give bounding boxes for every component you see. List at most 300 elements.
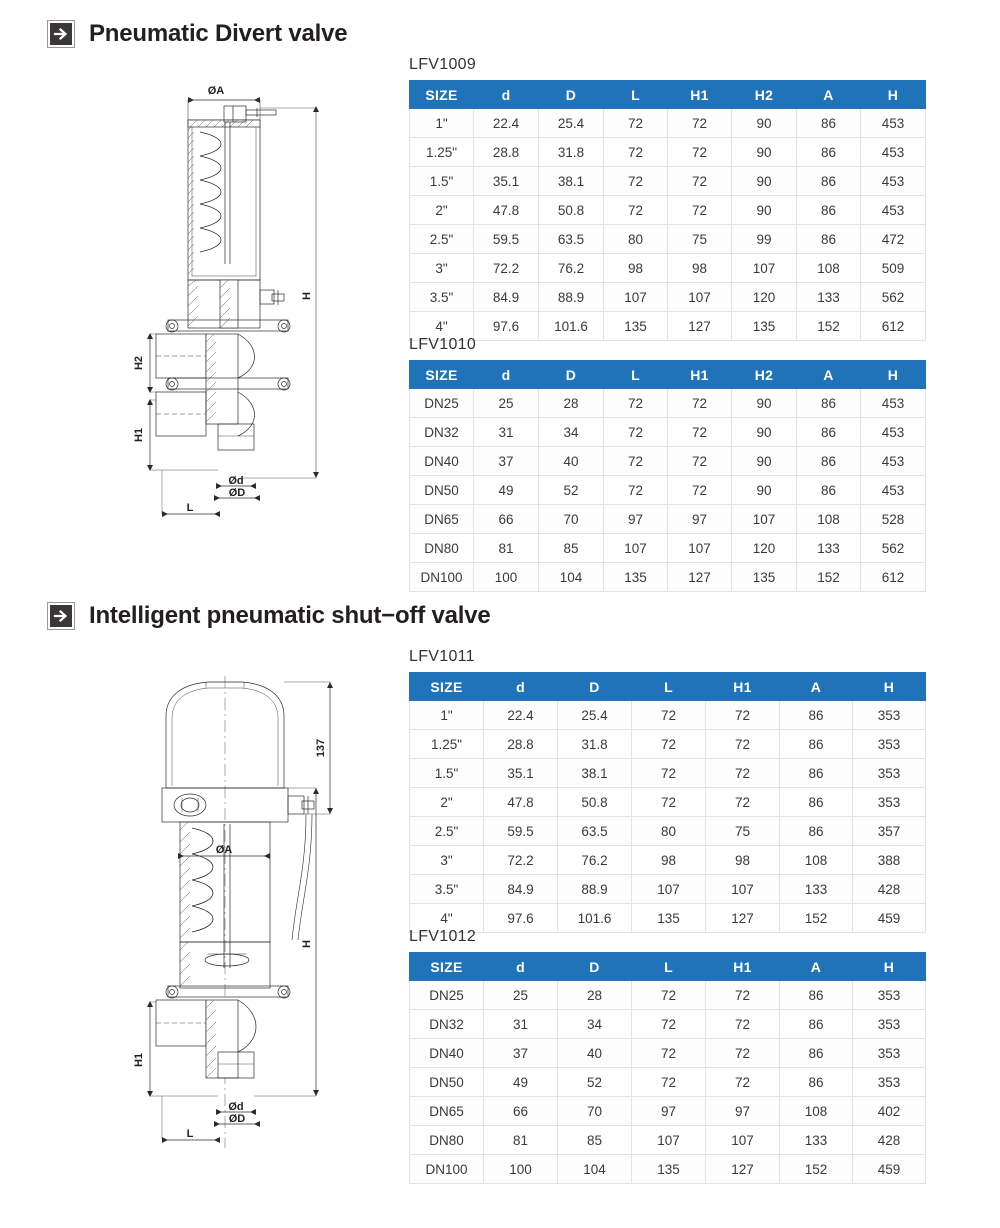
table-row [410, 981, 926, 1010]
cell-A: 152 [797, 563, 861, 592]
cell-H: 509 [861, 254, 926, 283]
cell-d: 59.5 [484, 817, 558, 846]
cell-D: 34 [558, 1010, 632, 1039]
column-header: H [853, 673, 926, 701]
cell-H1: 127 [706, 1155, 780, 1184]
table-row [410, 759, 926, 788]
table-row [410, 1126, 926, 1155]
cell-L: 107 [604, 283, 668, 312]
cell-size: 1.25" [410, 730, 484, 759]
cell-size: 4" [410, 904, 484, 933]
cell-D: 63.5 [558, 817, 632, 846]
column-header: A [780, 953, 853, 981]
column-header: H [861, 361, 926, 389]
cell-D: 34 [539, 418, 604, 447]
cell-H: 353 [853, 1010, 926, 1039]
cell-D: 25.4 [539, 109, 604, 138]
cell-L: 72 [604, 447, 668, 476]
arrow-right-icon [47, 20, 75, 48]
cell-H2: 90 [732, 389, 797, 418]
cell-A: 86 [797, 418, 861, 447]
column-header: d [484, 953, 558, 981]
dim-label-H: H [301, 940, 313, 948]
column-header: H [853, 953, 926, 981]
column-header: H [861, 81, 926, 109]
cell-A: 86 [780, 1068, 853, 1097]
table-header-row [410, 673, 926, 701]
cell-L: 72 [632, 1068, 706, 1097]
cell-H2: 90 [732, 167, 797, 196]
table-row [410, 109, 926, 138]
dim-label-phid: Ød [228, 1101, 244, 1113]
cell-H: 353 [853, 1068, 926, 1097]
cell-H: 472 [861, 225, 926, 254]
cell-L: 98 [632, 846, 706, 875]
cell-D: 104 [539, 563, 604, 592]
cell-H1: 72 [668, 196, 732, 225]
cell-H: 562 [861, 283, 926, 312]
cell-H: 353 [853, 701, 926, 730]
cell-H: 562 [861, 534, 926, 563]
cell-D: 76.2 [558, 846, 632, 875]
cell-L: 72 [604, 418, 668, 447]
cell-L: 98 [604, 254, 668, 283]
cell-D: 70 [558, 1097, 632, 1126]
cell-H1: 98 [706, 846, 780, 875]
cell-D: 50.8 [558, 788, 632, 817]
cell-H: 357 [853, 817, 926, 846]
cell-L: 72 [632, 1039, 706, 1068]
cell-H: 459 [853, 904, 926, 933]
cell-H: 353 [853, 788, 926, 817]
column-header: D [539, 81, 604, 109]
cell-D: 63.5 [539, 225, 604, 254]
cell-size: 2.5" [410, 225, 474, 254]
cell-d: 72.2 [484, 846, 558, 875]
cell-H: 453 [861, 389, 926, 418]
cell-D: 101.6 [558, 904, 632, 933]
cell-L: 72 [632, 730, 706, 759]
cell-H: 353 [853, 759, 926, 788]
cell-d: 25 [484, 981, 558, 1010]
dim-label-H: H [301, 292, 313, 300]
column-header: H1 [668, 361, 732, 389]
cell-d: 84.9 [484, 875, 558, 904]
cell-A: 152 [780, 904, 853, 933]
cell-H1: 107 [706, 875, 780, 904]
cell-H: 388 [853, 846, 926, 875]
cell-L: 72 [604, 109, 668, 138]
cell-A: 86 [797, 167, 861, 196]
column-header: L [604, 81, 668, 109]
cell-size: DN100 [410, 1155, 484, 1184]
cell-size: 1.5" [410, 759, 484, 788]
page-title-divert: Pneumatic Divert valve [89, 20, 348, 47]
cell-A: 86 [780, 817, 853, 846]
cell-D: 28 [539, 389, 604, 418]
cell-H1: 72 [668, 476, 732, 505]
section-heading-shutoff [47, 602, 491, 630]
cell-H1: 75 [706, 817, 780, 846]
section-heading-divert [47, 20, 347, 48]
cell-D: 31.8 [539, 138, 604, 167]
model-label-lfv1011: LFV1011 [409, 648, 475, 665]
cell-d: 25 [474, 389, 539, 418]
cell-D: 88.9 [558, 875, 632, 904]
dim-label-phiA: ØA [207, 85, 225, 97]
spec-table-lfv1010 [409, 360, 926, 592]
cell-H1: 97 [706, 1097, 780, 1126]
cell-A: 86 [780, 981, 853, 1010]
cell-d: 37 [474, 447, 539, 476]
cell-L: 135 [632, 1155, 706, 1184]
cell-size: DN80 [410, 1126, 484, 1155]
cell-H1: 72 [706, 730, 780, 759]
column-header: A [797, 81, 861, 109]
cell-L: 72 [632, 981, 706, 1010]
cell-size: 3.5" [410, 283, 474, 312]
cell-size: 1" [410, 109, 474, 138]
pneumatic-divert-valve-drawing [120, 78, 350, 548]
cell-size: DN32 [410, 418, 474, 447]
cell-d: 84.9 [474, 283, 539, 312]
cell-H: 453 [861, 138, 926, 167]
cell-L: 135 [604, 312, 668, 341]
table-header-row [410, 953, 926, 981]
cell-d: 47.8 [484, 788, 558, 817]
cell-d: 35.1 [474, 167, 539, 196]
column-header: SIZE [410, 673, 484, 701]
column-header: D [558, 953, 632, 981]
cell-L: 72 [632, 759, 706, 788]
cell-d: 49 [474, 476, 539, 505]
table-row [410, 196, 926, 225]
table-row [410, 254, 926, 283]
cell-H2: 107 [732, 254, 797, 283]
cell-H1: 127 [668, 563, 732, 592]
cell-size: DN25 [410, 389, 474, 418]
cell-H: 612 [861, 312, 926, 341]
cell-H1: 72 [706, 1068, 780, 1097]
cell-H: 428 [853, 875, 926, 904]
model-label-lfv1009: LFV1009 [409, 56, 477, 73]
column-header: SIZE [410, 81, 474, 109]
cell-d: 35.1 [484, 759, 558, 788]
dim-label-H2: H2 [133, 355, 145, 371]
cell-H1: 72 [706, 788, 780, 817]
column-header: SIZE [410, 953, 484, 981]
cell-D: 50.8 [539, 196, 604, 225]
cell-H: 453 [861, 476, 926, 505]
cell-H1: 72 [706, 981, 780, 1010]
cell-H1: 72 [668, 418, 732, 447]
cell-size: DN65 [410, 505, 474, 534]
spec-table-lfv1012 [409, 952, 926, 1184]
table-row [410, 817, 926, 846]
cell-L: 72 [604, 389, 668, 418]
cell-H2: 90 [732, 196, 797, 225]
cell-A: 152 [797, 312, 861, 341]
cell-A: 86 [780, 1039, 853, 1068]
table-row [410, 418, 926, 447]
cell-H1: 127 [668, 312, 732, 341]
table-row [410, 389, 926, 418]
table-row [410, 730, 926, 759]
cell-L: 72 [604, 138, 668, 167]
cell-A: 152 [780, 1155, 853, 1184]
cell-L: 107 [632, 875, 706, 904]
table-row [410, 1155, 926, 1184]
cell-D: 85 [539, 534, 604, 563]
column-header: H1 [706, 953, 780, 981]
cell-H2: 90 [732, 418, 797, 447]
cell-H2: 120 [732, 534, 797, 563]
page-title-shutoff: Intelligent pneumatic shut−off valve [89, 602, 491, 629]
cell-d: 100 [474, 563, 539, 592]
cell-size: 2.5" [410, 817, 484, 846]
spec-table-lfv1011 [409, 672, 926, 933]
cell-L: 72 [604, 196, 668, 225]
dim-label-phiD: ØD [228, 1113, 246, 1125]
dim-label-137: 137 [315, 738, 327, 758]
column-header: SIZE [410, 361, 474, 389]
cell-H: 612 [861, 563, 926, 592]
table-row [410, 563, 926, 592]
cell-H: 353 [853, 730, 926, 759]
cell-A: 86 [797, 389, 861, 418]
cell-H1: 98 [668, 254, 732, 283]
dim-label-phid: Ød [228, 475, 244, 487]
cell-A: 86 [797, 447, 861, 476]
column-header: L [632, 953, 706, 981]
column-header: d [474, 361, 539, 389]
cell-size: DN25 [410, 981, 484, 1010]
table-row [410, 138, 926, 167]
cell-d: 100 [484, 1155, 558, 1184]
cell-size: 4" [410, 312, 474, 341]
cell-d: 59.5 [474, 225, 539, 254]
cell-L: 135 [632, 904, 706, 933]
cell-L: 135 [604, 563, 668, 592]
cell-H2: 99 [732, 225, 797, 254]
cell-A: 86 [780, 701, 853, 730]
column-header: A [780, 673, 853, 701]
cell-A: 108 [797, 254, 861, 283]
cell-L: 72 [604, 167, 668, 196]
cell-A: 133 [780, 1126, 853, 1155]
cell-D: 31.8 [558, 730, 632, 759]
cell-A: 108 [797, 505, 861, 534]
cell-H1: 127 [706, 904, 780, 933]
table-row [410, 505, 926, 534]
cell-d: 31 [484, 1010, 558, 1039]
cell-d: 81 [474, 534, 539, 563]
cell-H: 453 [861, 418, 926, 447]
cell-size: 1" [410, 701, 484, 730]
table-header-row [410, 81, 926, 109]
cell-A: 108 [780, 1097, 853, 1126]
cell-H: 453 [861, 167, 926, 196]
cell-H1: 107 [668, 283, 732, 312]
cell-D: 85 [558, 1126, 632, 1155]
cell-size: DN32 [410, 1010, 484, 1039]
intelligent-pneumatic-shutoff-valve-drawing [120, 668, 350, 1168]
arrow-right-icon [47, 602, 75, 630]
cell-L: 80 [604, 225, 668, 254]
cell-H: 353 [853, 981, 926, 1010]
cell-H: 528 [861, 505, 926, 534]
cell-H2: 135 [732, 563, 797, 592]
cell-L: 97 [604, 505, 668, 534]
column-header: H1 [706, 673, 780, 701]
table-row [410, 788, 926, 817]
cell-size: 2" [410, 788, 484, 817]
table-row [410, 167, 926, 196]
cell-A: 86 [797, 476, 861, 505]
cell-A: 86 [780, 1010, 853, 1039]
table-row [410, 1097, 926, 1126]
column-header: A [797, 361, 861, 389]
column-header: H2 [732, 81, 797, 109]
cell-L: 72 [604, 476, 668, 505]
cell-D: 88.9 [539, 283, 604, 312]
cell-D: 40 [558, 1039, 632, 1068]
cell-L: 80 [632, 817, 706, 846]
cell-A: 86 [780, 759, 853, 788]
cell-d: 66 [484, 1097, 558, 1126]
cell-d: 28.8 [484, 730, 558, 759]
cell-D: 70 [539, 505, 604, 534]
cell-D: 25.4 [558, 701, 632, 730]
cell-H1: 72 [706, 701, 780, 730]
cell-d: 66 [474, 505, 539, 534]
cell-size: DN65 [410, 1097, 484, 1126]
table-row [410, 904, 926, 933]
cell-H2: 90 [732, 447, 797, 476]
table-row [410, 701, 926, 730]
cell-H: 453 [861, 109, 926, 138]
cell-A: 86 [797, 196, 861, 225]
cell-d: 37 [484, 1039, 558, 1068]
cell-H1: 75 [668, 225, 732, 254]
cell-d: 97.6 [484, 904, 558, 933]
cell-size: 3" [410, 846, 484, 875]
table-row [410, 1039, 926, 1068]
cell-A: 86 [797, 109, 861, 138]
cell-A: 86 [797, 138, 861, 167]
column-header: L [632, 673, 706, 701]
table-row [410, 283, 926, 312]
dim-label-phiD: ØD [228, 487, 246, 499]
cell-d: 47.8 [474, 196, 539, 225]
cell-H2: 90 [732, 109, 797, 138]
cell-d: 97.6 [474, 312, 539, 341]
model-label-lfv1012: LFV1012 [409, 928, 477, 945]
cell-D: 104 [558, 1155, 632, 1184]
column-header: H1 [668, 81, 732, 109]
table-row [410, 447, 926, 476]
cell-size: DN50 [410, 476, 474, 505]
cell-A: 133 [797, 534, 861, 563]
cell-A: 108 [780, 846, 853, 875]
cell-d: 49 [484, 1068, 558, 1097]
cell-D: 28 [558, 981, 632, 1010]
cell-H1: 107 [706, 1126, 780, 1155]
cell-H2: 90 [732, 138, 797, 167]
cell-size: 3" [410, 254, 474, 283]
cell-size: 2" [410, 196, 474, 225]
cell-H2: 90 [732, 476, 797, 505]
cell-size: 3.5" [410, 875, 484, 904]
cell-L: 72 [632, 788, 706, 817]
cell-H1: 72 [706, 1039, 780, 1068]
cell-H1: 72 [706, 759, 780, 788]
cell-size: DN80 [410, 534, 474, 563]
cell-H1: 72 [668, 109, 732, 138]
cell-L: 72 [632, 701, 706, 730]
cell-A: 86 [780, 730, 853, 759]
column-header: L [604, 361, 668, 389]
cell-L: 107 [632, 1126, 706, 1155]
cell-H2: 107 [732, 505, 797, 534]
model-label-lfv1010: LFV1010 [409, 336, 477, 353]
cell-size: DN40 [410, 447, 474, 476]
table-row [410, 312, 926, 341]
cell-H1: 72 [668, 389, 732, 418]
cell-H1: 97 [668, 505, 732, 534]
cell-A: 86 [797, 225, 861, 254]
dim-label-H1: H1 [133, 427, 145, 443]
column-header: H2 [732, 361, 797, 389]
table-row [410, 225, 926, 254]
cell-H2: 135 [732, 312, 797, 341]
table-row [410, 846, 926, 875]
cell-D: 52 [558, 1068, 632, 1097]
table-header-row [410, 361, 926, 389]
cell-size: DN100 [410, 563, 474, 592]
cell-D: 76.2 [539, 254, 604, 283]
cell-A: 86 [780, 788, 853, 817]
cell-d: 31 [474, 418, 539, 447]
table-row [410, 875, 926, 904]
cell-size: DN50 [410, 1068, 484, 1097]
dim-label-phiA: ØA [215, 844, 233, 856]
cell-H: 428 [853, 1126, 926, 1155]
column-header: D [539, 361, 604, 389]
cell-H1: 107 [668, 534, 732, 563]
table-row [410, 476, 926, 505]
cell-D: 52 [539, 476, 604, 505]
cell-A: 133 [780, 875, 853, 904]
cell-H: 453 [861, 447, 926, 476]
column-header: d [484, 673, 558, 701]
cell-size: DN40 [410, 1039, 484, 1068]
cell-H: 453 [861, 196, 926, 225]
cell-D: 38.1 [539, 167, 604, 196]
cell-L: 107 [604, 534, 668, 563]
cell-H1: 72 [706, 1010, 780, 1039]
cell-d: 28.8 [474, 138, 539, 167]
cell-d: 81 [484, 1126, 558, 1155]
spec-table-lfv1009 [409, 80, 926, 341]
cell-H1: 72 [668, 447, 732, 476]
dim-label-H1: H1 [133, 1052, 145, 1068]
cell-H2: 120 [732, 283, 797, 312]
cell-d: 22.4 [484, 701, 558, 730]
cell-H: 353 [853, 1039, 926, 1068]
dim-label-L: L [186, 1128, 194, 1140]
cell-D: 38.1 [558, 759, 632, 788]
